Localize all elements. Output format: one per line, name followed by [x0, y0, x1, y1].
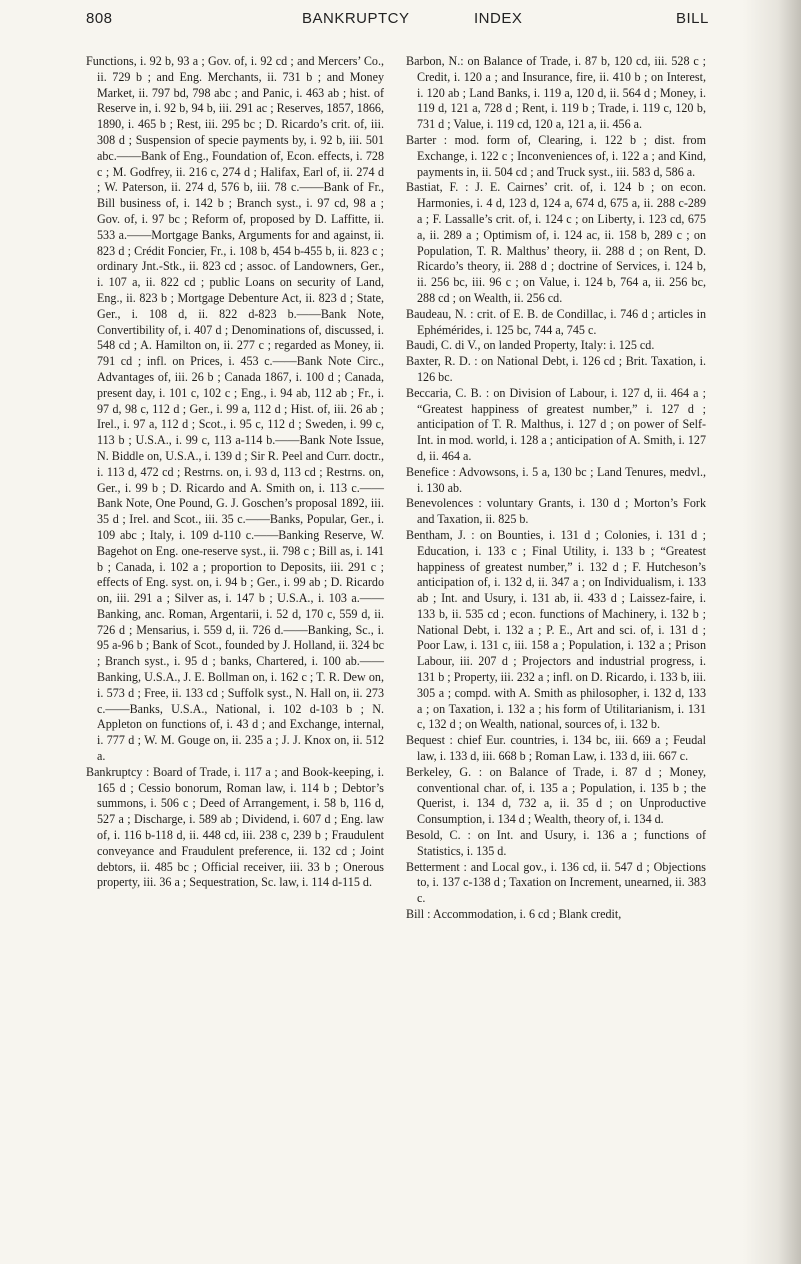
running-head-left: BANKRUPTCY — [302, 10, 410, 27]
running-header — [0, 0, 801, 38]
index-entry-baudi: Baudi, C. di V., on landed Property, Italy: i. 125 cd. — [406, 338, 655, 353]
index-entry-barbon: Barbon, N.: on Balance of Trade, i. 87 b, 120 cd, iii. 528 c ; Credit, i. 120 a ; and Insurance, fire, ii. 410 b ; on Interest, i. 120 ab ; Land Banks, i. 119 a, 120 d, ii. 564 d ; Money, i. 119 d, 121 a, 728 d ; Rent, i. 119 b ; Trade, i. 119 c, 120 b, 731 d ; Value, i. 119 cd, 120 a, 121 a, ii. 456 a. — [406, 54, 706, 132]
index-entry-betterment: Betterment : and Local gov., i. 136 cd, ii. 547 d ; Objections to, i. 137 c-138 d ; Taxation on Increment, unearned, ii. 383 c. — [406, 859, 706, 906]
index-entry-besold: Besold, C. : on Int. and Usury, i. 136 a ; functions of Statistics, i. 135 d. — [406, 828, 706, 858]
index-column-right — [406, 54, 706, 923]
index-entry-barter: Barter : mod. form of, Clearing, i. 122 b ; dist. from Exchange, i. 122 c ; Inconveniences of, i. 122 a ; and Kind, payments in, ii. 504 cd ; and Truck syst., iii. 583 d, 586 a. — [406, 132, 706, 179]
running-head-right: BILL — [676, 10, 709, 27]
running-head-center: INDEX — [474, 10, 523, 27]
index-entry-beccaria: Beccaria, C. B. : on Division of Labour, i. 127 d, ii. 464 a ; “Greatest happiness of greatest number,” i. 127 d ; anticipation of T. R. Malthus, i. 127 d ; on power of Self-Int. in mod. world, i. 128 a ; anticipation of A. Smith, i. 127 d, ii. 464 a. — [406, 385, 706, 463]
page-edge-shadow — [743, 0, 801, 1264]
index-column-left — [86, 54, 384, 891]
index-entry-bequest: Bequest : chief Eur. countries, i. 134 bc, iii. 669 a ; Feudal law, i. 133 d, iii. 668 b ; Roman Law, i. 133 d, iii. 667 c. — [406, 733, 706, 764]
index-entry-bankruptcy: Bankruptcy : Board of Trade, i. 117 a ; and Book-keeping, i. 165 d ; Cessio bonorum, Roman law, i. 114 b ; Debtor’s summons, i. 506 c ; Deed of Arrangement, i. 58 b, 116 d, 527 a ; Discharge, i. 589 ab ; Dividend, i. 607 d ; Eng. law of, i. 116 b-118 d, ii. 448 cd, iii. 238 c, 239 b ; Fraudulent conveyance and Fraudulent preference, ii. 132 cd ; Joint debtors, ii. 485 bc ; Official receiver, iii. 33 b ; Onerous property, iii. 36 a ; Sequestration, Sc. law, i. 114 d-115 d. — [86, 764, 384, 890]
page-number: 808 — [86, 10, 113, 27]
index-entry-baxter: Baxter, R. D. : on National Debt, i. 126 cd ; Brit. Taxation, i. 126 bc. — [406, 354, 706, 384]
index-entry-berkeley: Berkeley, G. : on Balance of Trade, i. 87 d ; Money, conventional char. of, i. 135 a ; Population, i. 135 b ; the Querist, i. 134 d, 732 a, ii. 35 d ; on Unproductive Consumption, i. 134 d ; Wealth, theory of, i. 134 d. — [406, 764, 706, 827]
index-entry-benefice: Benefice : Advowsons, i. 5 a, 130 bc ; Land Tenures, medvl., i. 130 ab. — [406, 464, 706, 495]
index-entry-benevolences: Benevolences : voluntary Grants, i. 130 d ; Morton’s Fork and Taxation, ii. 825 b. — [406, 496, 706, 527]
index-entry-baudeau: Baudeau, N. : crit. of E. B. de Condillac, i. 746 d ; articles in Ephémérides, i. 125 bc, 744 a, 745 c. — [406, 306, 706, 337]
index-entry-bill: Bill : Accommodation, i. 6 cd ; Blank credit, — [406, 907, 622, 922]
index-entry-bastiat: Bastiat, F. : J. E. Cairnes’ crit. of, i. 124 b ; on econ. Harmonies, i. 4 d, 123 d, 124 a, 674 d, 675 a, ii. 288 c-289 a ; F. Lassalle’s crit. of, i. 124 c ; on Liberty, i. 123 cd, 675 a, ii. 289 a ; Optimism of, i. 124 ac, ii. 158 b, 289 c ; on Population, T. R. Malthus’ theory, ii. 288 d ; on Rent, D. Ricardo’s theory, ii. 288 d ; doctrine of Services, i. 124 b, ii. 256 bc, iii. 96 c ; on Value, i. 124 b, 764 a, ii. 256 bc, 288 cd ; on Wealth, ii. 256 cd. — [406, 180, 706, 305]
index-entry-bank-continued: Functions, i. 92 b, 93 a ; Gov. of, i. 92 cd ; and Mercers’ Co., ii. 729 b ; and Eng. Merchants, ii. 731 b ; and Money Market, ii. 797 bd, 798 abc ; and Panic, i. 463 ab ; hist. of Reserve in, i. 92 b, 94 b, iii. 291 ac ; Reserves, 1857, 1866, 1890, i. 465 b ; Rest, iii. 295 bc ; D. Ricardo’s crit. of, iii. 308 d ; Suspension of specie payments by, i. 92 b, iii. 501 abc.——Bank of Eng., Foundation of, Econ. effects, i. 728 c ; M. Godfrey, ii. 216 c, 274 d ; Halifax, Earl of, ii. 274 d ; W. Paterson, ii. 274 d, 576 b, iii. 78 c.——Bank of Fr., Bill business of, i. 142 b ; Branch syst., i. 97 cd, 98 a ; Gov. of, i. 97 bc ; Reform of, proposed by D. Laffitte, ii. 533 a.——Mortgage Banks, Arguments for and against, ii. 823 d ; Crédit Foncier, Fr., i. 108 b, 454 b-455 b, ii. 823 c ; ordinary Jnt.-Stk., ii. 823 cd ; assoc. of Landowners, Ger., i. 107 a, ii. 822 cd ; public Loans on security of Land, Eng., ii. 823 b ; Mortgage Debenture Act, ii. 823 d ; State, Ger., i. 108 d, ii. 822 d-823 b.——Bank Note, Convertibility of, i. 407 d ; Denominations of, discussed, i. 548 cd ; A. Hamilton on, ii. 277 c ; regarded as Money, ii. 791 cd ; infl. on Prices, i. 453 c.——Bank Note Circ., Advantages of, iii. 26 b ; Canada 1867, i. 100 d ; Canada, present day, i. 101 c, 102 c ; Eng., i. 94 ab, 112 ab ; Fr., i. 97 d, 98 c, 112 d ; Ger., i. 99 a, 112 d ; Hist. of, iii. 26 ab ; Irel., i. 97 a, 112 d ; Scot., i. 95 c, 112 d ; Sweden, i. 99 c, 113 b ; U.S.A., i. 99 c, 113 a-114 b.——Bank Note Issue, N. Biddle on, U.S.A., i. 139 d ; Sir R. Peel and Curr. doctr., i. 113 d, 472 cd ; Restrns. on, i. 93 d, 113 cd ; Restrns. on, Ger., i. 99 b ; D. Ricardo and A. Smith on, i. 113 c.——Bank Note, One Pound, G. J. Goschen’s proposal 1892, iii. 35 d ; Irel. and Scot., iii. 35 c.——Banks, Popular, Ger., i. 109 abc ; Italy, i. 109 d-110 c.——Banking Reserve, W. Bagehot on Eng. one-reserve syst., ii. 798 c ; Bill as, i. 141 b ; Canada, i. 102 a ; proportion to Deposits, iii. 291 c ; effects of Eng. syst. on, i. 94 b ; Ger., i. 99 ab ; D. Ricardo on, iii. 291 a ; Silver as, i. 147 b ; U.S.A., i. 103 a.——Banking, anc. Roman, Argentarii, i. 52 d, 170 c, 559 d, ii. 726 d ; Mensarius, i. 559 d, ii. 726 d.——Banking, Sc., i. 95 a-96 b ; Bank of Scot., founded by J. Holland, ii. 324 bc ; Branch syst., i. 95 d ; banks, Chartered, i. 100 ab.——Banking, U.S.A., J. E. Bollman on, i. 162 c ; T. R. Dew on, i. 573 d ; Free, ii. 133 cd ; Suffolk syst., N. Hall on, ii. 273 c.——Banks, U.S.A., National, i. 102 d-103 b ; N. Appleton on functions of, i. 43 d ; and Exchange, internal, i. 777 d ; W. M. Gouge on, ii. 235 a ; J. J. Knox on, ii. 512 a. — [86, 54, 384, 764]
index-entry-bentham: Bentham, J. : on Bounties, i. 131 d ; Colonies, i. 131 d ; Education, i. 133 c ; Final Utility, i. 133 b ; “Greatest happiness of greatest number,” i. 132 d ; F. Hutcheson’s anticipation of, i. 132 d, ii. 347 a ; on Individualism, i. 133 ab ; Int. and Usury, i. 131 ab, ii. 433 d ; Laissez-faire, i. 133 b, ii. 535 cd ; econ. functions of Machinery, i. 132 b ; National Debt, i. 132 a ; P. E., Art and sci. of, i. 131 d ; Poor Law, i. 131 c, iii. 158 a ; Population, i. 132 a ; Prison Labour, iii. 207 d ; Projectors and industrial progress, i. 131 b ; Property, iii. 232 a ; infl. on D. Ricardo, i. 133 b, iii. 305 a ; compd. with A. Smith as philosopher, i. 132 d, 133 a ; on Taxation, i. 132 a ; his form of Utilitarianism, i. 131 c, 132 d ; on Wealth, national, sources of, i. 132 b. — [406, 527, 706, 732]
